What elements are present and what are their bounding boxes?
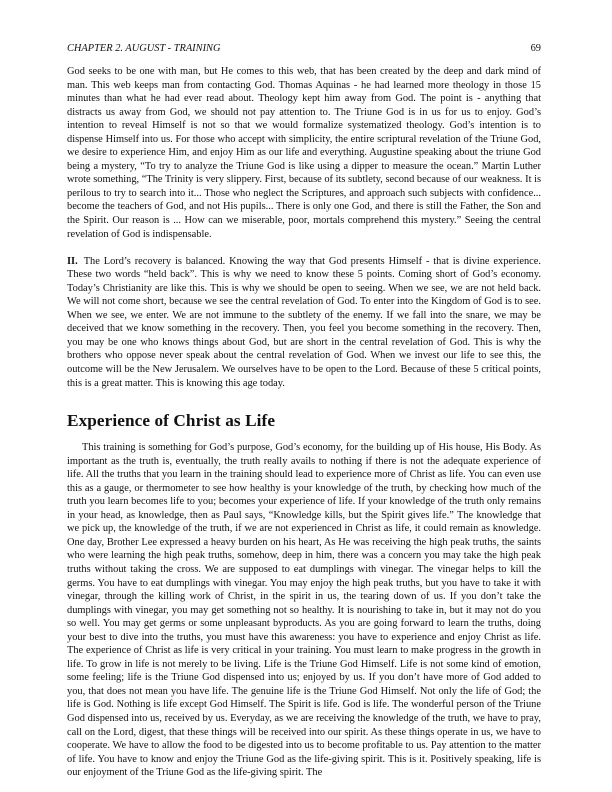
page-number: 69: [530, 43, 541, 54]
section-heading: Experience of Christ as Life: [67, 411, 276, 431]
section-numeral: II.: [67, 255, 78, 267]
paragraph-numbered: [67, 255, 541, 390]
paragraph: God seeks to be one with man, but He comes to this web, that has been created by the deep and dark mind of man. This web keeps man from contacting God. Thomas Aquinas - he had learned more theology in those 15 minutes than what he had ever read about. Theology kept him away from God. The point is - anything that distracts us away from God, we should not pay attention to. The Triune God is in us for us to enjoy. God’s intention to reveal Himself is not so that we would formalize systematized theology. God’s intention is to dispense Himself into us. For those who accept with simplicity, the entire scriptural revelation of the Triune God, we desire to experience Him, and enjoy Him as our life and everything. Augustine speaking about the triune God being a mystery, “To try to analyze the Triune God is like using a dipper to measure the ocean.” Martin Luther wrote something, “The Trinity is very slippery. First, because of its subtlety, second because of our weakness. It is perilous to try to search into it... Those who neglect the Scriptures, and approach such subjects with confidence... become the teachers of God, and not His pupils... There is only one God, and there is still the Father, the Son and the Spirit. Our reason is ... How can we miserable, poor, mortals comprehend this mystery.” Seeing the central revelation of God is indispensable.: [67, 66, 541, 240]
paragraph: This training is something for God’s purpose, God’s economy, for the building up of His house, His Body. As important as the truth is, eventually, the truth really avails to nothing if there is not the adequate experience of life. All the truths that you learn in the training should lead to experience more of Christ as life. You can even use this as a gauge, or thermometer to see how healthy is your knowledge of the truth, by checking how much of the truth you learn becomes life to you; becomes your experience of life. If your knowledge of the truth only remains in your head, as knowledge, then as Paul says, “Knowledge kills, but the Spirit gives life.” The knowledge that we pick up, the knowledge of the truth, if we are not experienced in Christ as life, it could remain as knowledge. One day, Brother Lee expressed a heavy burden on his heart, As He was receiving the high peak truths, the saints who were learning the high peak truths, somehow, deep in him, there was a concern you may take the high peak truths without taking the cross. We are supposed to eat dumplings with vinegar. The vinegar helps to kill the germs. You have to eat dumplings with vinegar. You may enjoy the high peak truths, but you have to take it with vinegar, through the killing work of Christ, in the spirit in us, the tearing down of us. If you don’t take the dumplings with vinegar, you may get something not so healthy. It is nourishing to take in, but it may not do you so well. You may get germs or some unpleasant byproducts. As you are going forward to learn the truths, doing your best to dive into the truths, you must have this awareness: you have to experience and enjoy Christ as life. The experience of Christ as life is very critical in your training. You must learn to make progress in the growth in life. To grow in life is not merely to be living. Life is the Triune God Himself. Life is not some kind of emotion, some feeling; life is the Triune God dispensed into us; enjoyed by us. If you don’t have more of God added to you, that does not mean you have life. The genuine life is the Triune God Himself. Not only the life of God; the life is God. Nothing is life except God Himself. The Spirit is life. God is life. The wonderful person of the Triune God dispensed into us, received by us. Everyday, as we are receiving the knowledge of the truth, we have to pray, call on the Lord, digest, that these things will be received into our spirit. As these things operate in us, we have to cooperate. We have to allow the food to be digested into us to become profitable to us. Pay attention to the matter of life. You have to know and enjoy the Triune God as the life-giving spirit. This is it. Positively speaking, life is our enjoyment of the Triune God as the life-giving spirit. The: [67, 442, 541, 779]
running-title: CHAPTER 2. AUGUST - TRAINING: [67, 43, 221, 54]
body-text: [67, 65, 541, 780]
paragraph-text: The Lord’s recovery is balanced. Knowing the way that God presents Himself - that is divine experience. These two words “held back”. This is why we need to know these 5 points. Coming short of God’s economy. Today’s Christianity are like this. This is why we should be open to seeing. When we see, we are not held back. We will not come short, because we see the central revelation of God. To enter into the Kingdom of God is to see. When we see, we enter. We are not immune to the subtlety of the enemy. If we fall into the snare, we may be deceived that we know something in the recovery. Then, you feel you become something in the recovery. Then, you may be one who knows things about God, but are short in the central revelation of God. This is why the brothers who oppose never speak about the central revelation of God. When we invest our life to see this, the outcome will be the New Jerusalem. We ourselves have to be open to the Lord. Because of these 5 critical points, this is a great matter. This is knowing this age today.: [67, 255, 541, 389]
running-header: [67, 43, 541, 54]
